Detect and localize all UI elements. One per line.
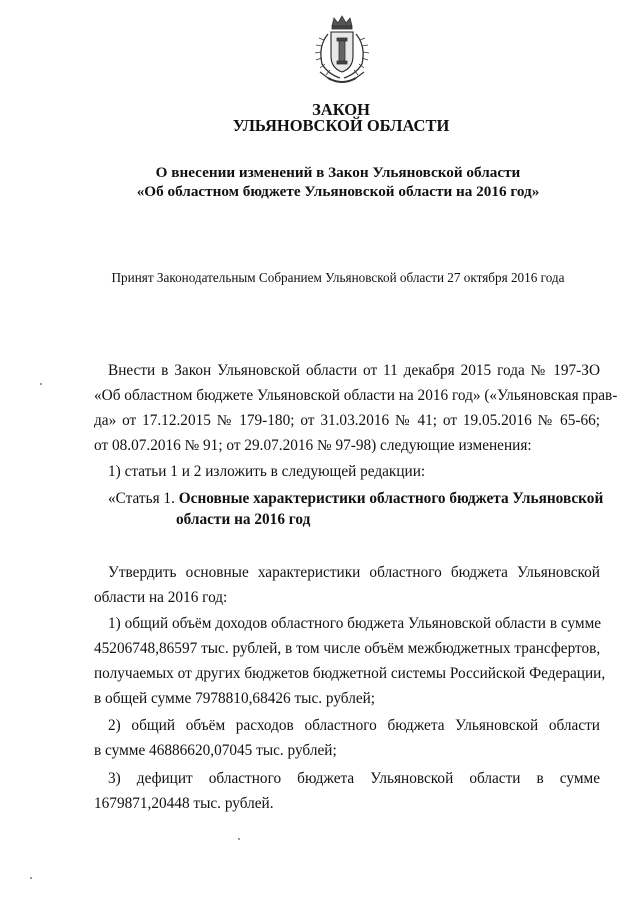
- approve-line-2: области на 2016 год:: [94, 589, 228, 606]
- subject-line-1: О внесении изменений в Закон Ульяновской области: [155, 164, 521, 181]
- subject-line-2: «Об областном бюджете Ульяновской области на 2016 год»: [136, 183, 540, 200]
- article-prefix: «Статья 1.: [108, 490, 175, 507]
- point2-line-2: в сумме 46886620,07045 тыс. рублей;: [94, 742, 337, 759]
- intro-line-3: да» от 17.12.2015 № 179-180; от 31.03.2016 № 41; от 19.05.2016 № 65-66;: [94, 412, 600, 429]
- point1-line-2: 45206748,86597 тыс. рублей, в том числе объём межбюджетных трансфертов,: [94, 640, 601, 657]
- point1-line-4: в общей сумме 7978810,68426 тыс. рублей;: [94, 690, 376, 707]
- law-label: ЗАКОН: [312, 100, 370, 119]
- intro-line-4: от 08.07.2016 № 91; от 29.07.2016 № 97-98) следующие изменения:: [94, 437, 532, 454]
- intro-line-2: «Об областном бюджете Ульяновской области на 2016 год» («Ульяновская прав-: [94, 387, 618, 404]
- region-title: УЛЬЯНОВСКОЙ ОБЛАСТИ: [232, 116, 450, 135]
- scan-speck: [30, 877, 32, 879]
- article-heading: [94, 489, 604, 509]
- point2-line-1: 2) общий объём расходов областного бюджета Ульяновской области: [108, 717, 600, 734]
- item-1: 1) статьи 1 и 2 изложить в следующей редакции:: [108, 463, 426, 480]
- intro-line-1: Внести в Закон Ульяновской области от 11 декабря 2015 года № 197-ЗО: [108, 362, 600, 379]
- article-title-line-2: области на 2016 год: [176, 511, 311, 528]
- adoption-note: Принят Законодательным Собранием Ульяновской области 27 октября 2016 года: [111, 270, 565, 285]
- point1-line-3: получаемых от других бюджетов бюджетной системы Российской Федерации,: [94, 665, 606, 682]
- point3-line-2: 1679871,20448 тыс. рублей.: [94, 795, 274, 812]
- scan-speck: [40, 383, 42, 385]
- ulyanovsk-coat-of-arms-icon: [306, 12, 378, 90]
- point1-line-1: 1) общий объём доходов областного бюджета Ульяновской области в сумме: [108, 615, 602, 632]
- point3-line-1: 3) дефицит областного бюджета Ульяновской области в сумме: [108, 770, 600, 787]
- scan-speck: [238, 838, 240, 840]
- approve-line-1: Утвердить основные характеристики областного бюджета Ульяновской: [108, 564, 600, 581]
- article-title-line-1: Основные характеристики областного бюджета Ульяновской: [178, 490, 604, 507]
